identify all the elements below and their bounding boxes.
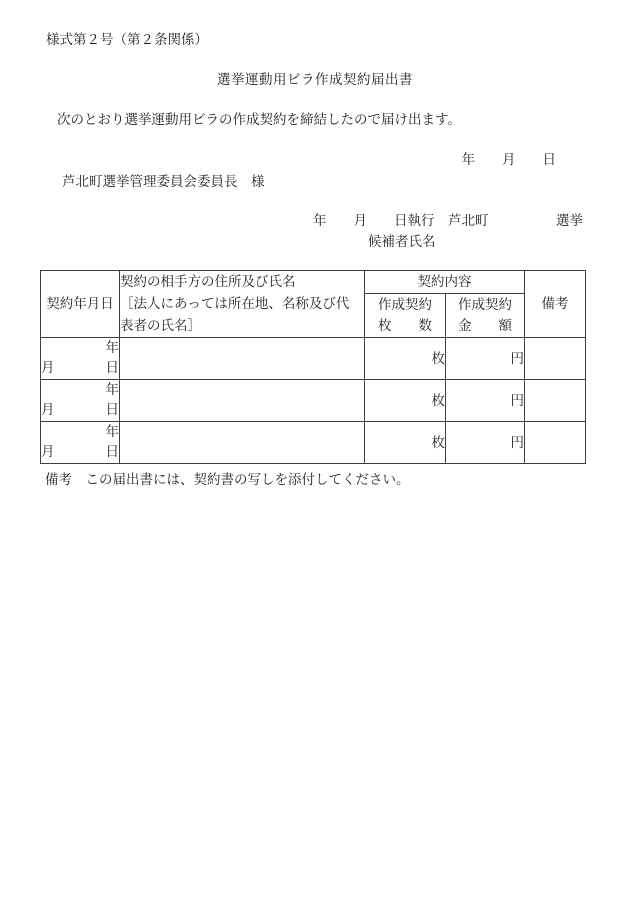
contract-table: [40, 270, 586, 464]
intro-text: 次のとおり選挙運動用ビラの作成契約を締結したので届け出ます。: [57, 112, 461, 127]
header-sheets-count: [365, 293, 446, 337]
cell-contract-date: [41, 422, 120, 464]
document-title: 選挙運動用ビラ作成契約届出書: [217, 72, 413, 87]
cell-sheets: 枚: [365, 338, 446, 380]
header-sheets-line1: 作成契約: [378, 297, 432, 313]
header-party-line2: ［法人にあっては所在地、名称及び代: [120, 296, 350, 311]
cell-amount: 円: [446, 380, 525, 422]
election-execution-line: 年 月 日執行 芦北町 選挙: [313, 213, 583, 228]
remarks-note: 備考 この届出書には、契約書の写しを添付してください。: [45, 472, 410, 487]
month-day-line: [41, 400, 119, 420]
cell-remarks: [525, 338, 586, 380]
cell-sheets: 枚: [365, 422, 446, 464]
month-label: 月: [41, 402, 55, 417]
table-row: [41, 338, 586, 380]
day-label: 日: [105, 444, 119, 459]
cell-amount: 円: [446, 338, 525, 380]
cell-contract-date: [41, 338, 120, 380]
year-label: 年: [105, 382, 119, 397]
header-contract-date: 契約年月日: [41, 271, 120, 338]
day-label: 日: [105, 402, 119, 417]
cell-sheets: 枚: [365, 380, 446, 422]
table-header-row-top: [41, 271, 586, 294]
header-remarks: 備考: [525, 271, 586, 338]
header-contract-content: 契約内容: [365, 271, 525, 294]
cell-remarks: [525, 380, 586, 422]
cell-remarks: [525, 422, 586, 464]
month-label: 月: [41, 444, 55, 459]
cell-party: [120, 380, 365, 422]
day-label: 日: [105, 360, 119, 375]
year-label: 年: [105, 340, 119, 355]
month-day-line: [41, 358, 119, 378]
header-amount: [446, 293, 525, 337]
cell-contract-date: [41, 380, 120, 422]
header-amount-line1: 作成契約: [458, 297, 512, 313]
header-sheets-line2: 枚 数: [378, 318, 432, 334]
form-number: 様式第２号（第２条関係）: [46, 32, 208, 47]
header-party-address: [120, 271, 365, 338]
year-label: 年: [105, 424, 119, 439]
header-party-line1: 契約の相手方の住所及び氏名: [120, 274, 296, 289]
candidate-name-label: 候補者氏名: [368, 234, 436, 249]
month-day-line: [41, 442, 119, 462]
table-row: [41, 422, 586, 464]
header-party-line3: 表者の氏名］: [120, 318, 201, 333]
cell-party: [120, 422, 365, 464]
issue-date-line: 年 月 日: [461, 152, 556, 167]
cell-party: [120, 338, 365, 380]
month-label: 月: [41, 360, 55, 375]
header-amount-line2: 金 額: [458, 318, 512, 334]
addressee-line: 芦北町選挙管理委員会委員長 様: [62, 174, 265, 189]
cell-amount: 円: [446, 422, 525, 464]
table-row: [41, 380, 586, 422]
